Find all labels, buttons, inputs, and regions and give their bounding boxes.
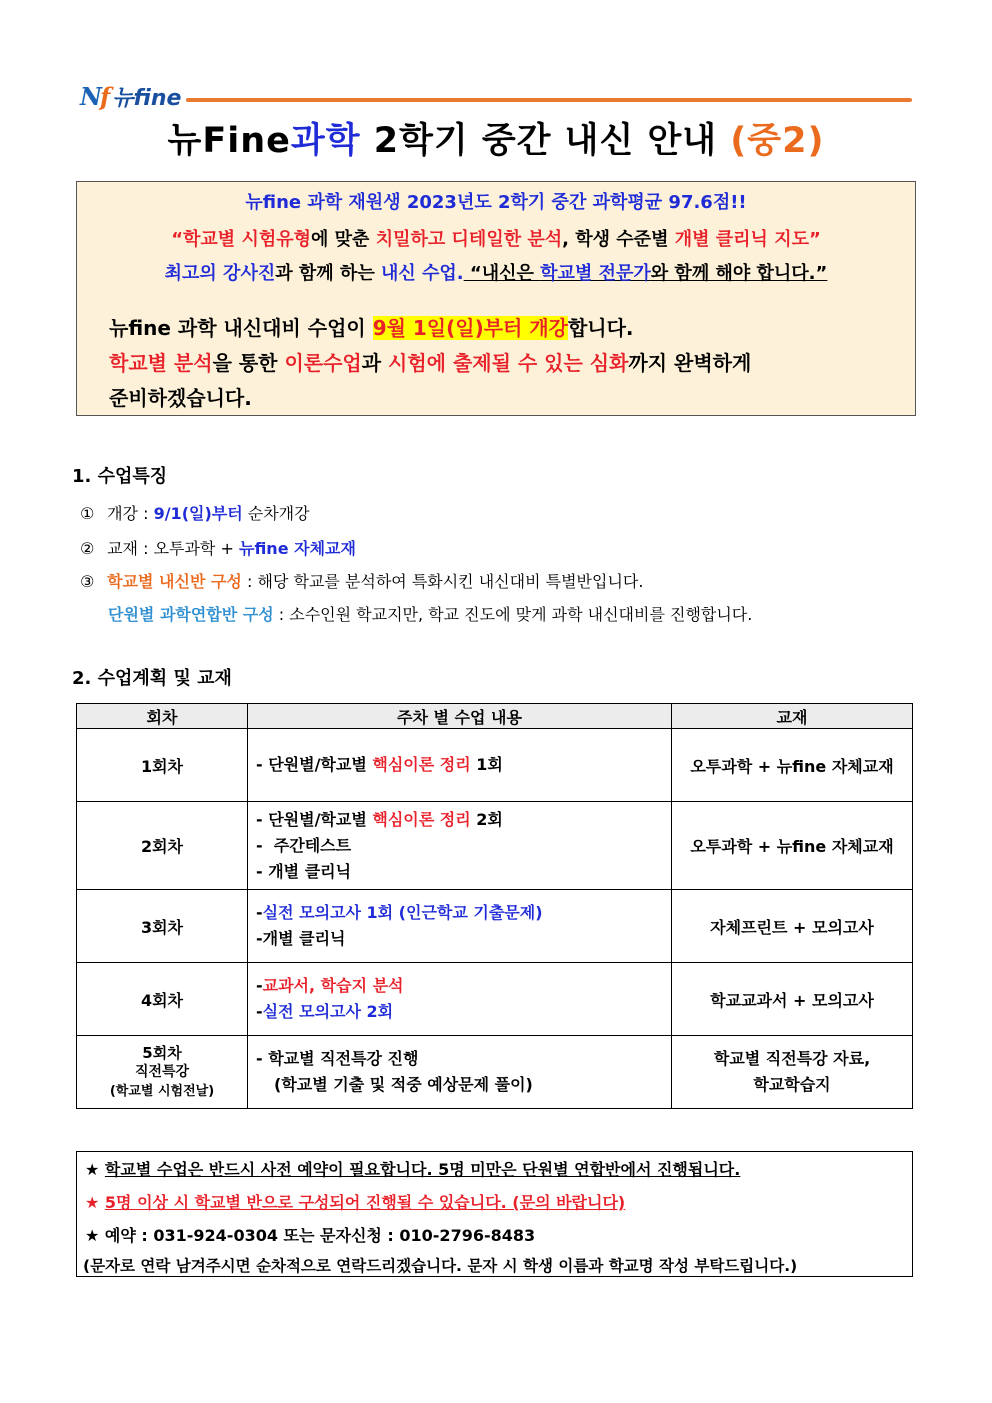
- session-cell: 2회차: [77, 802, 248, 890]
- notice-line-1: ★ 학교별 수업은 반드시 사전 예약이 필요합니다. 5명 미만은 단원별 연합반에서 진행됩니다.: [85, 1160, 741, 1179]
- star-icon: ★: [85, 1160, 100, 1179]
- session-cell: 1회차: [77, 729, 248, 802]
- intro-line-3: 최고의 강사진과 함께 하는 내신 수업. “내신은 학교별 전문가와 함께 해야 합니다.”: [164, 263, 828, 284]
- logo-mark: Nf: [80, 81, 109, 111]
- table-row: [77, 963, 913, 1036]
- intro-box: [76, 181, 916, 416]
- material-cell: 오투과학 + 뉴fine 자체교재: [672, 802, 913, 890]
- title-science: 과학: [290, 121, 361, 161]
- page-title: [0, 113, 992, 163]
- notice-line-2: ★ 5명 이상 시 학교별 반으로 구성되어 진행될 수 있습니다. (문의 바랍니다): [85, 1193, 626, 1212]
- title-main: 2학기 중간 내신 안내: [360, 121, 731, 161]
- material-cell: 학교별 직전특강 자료, 학교학습지: [672, 1036, 913, 1109]
- brand-logo: [80, 80, 181, 112]
- table-row: [77, 1036, 913, 1109]
- feature-item-2: ② 교재 : 오투과학 + 뉴fine 자체교재: [80, 539, 356, 558]
- feature-item-1: ① 개강 : 9/1(일)부터 순차개강: [80, 504, 310, 523]
- header-divider: [186, 98, 912, 102]
- plan-title: 2. 수업계획 및 교재: [72, 668, 232, 689]
- table-row: [77, 729, 913, 802]
- intro-line-2: “학교별 시험유형에 맞춘 치밀하고 디테일한 분석, 학생 수준별 개별 클리닉 지도”: [171, 229, 821, 250]
- header-content: 주차 별 수업 내용: [248, 704, 672, 729]
- title-grade: (중2): [730, 121, 825, 161]
- logo-brand-text: 뉴fine: [112, 85, 182, 111]
- header-session: 회차: [77, 704, 248, 729]
- feature-item-4: 단원별 과학연합반 구성 : 소수인원 학교지만, 학교 진도에 맞게 과학 내신대비를 진행합니다.: [108, 605, 753, 624]
- intro-open-announcement: 뉴fine 과학 내신대비 수업이 9월 1일(일)부터 개강합니다.: [109, 316, 634, 340]
- class-plan-table: [76, 703, 913, 1109]
- intro-headline: 뉴fine 과학 재원생 2023년도 2학기 중간 과학평균 97.6점!!: [245, 192, 747, 213]
- content-cell: - 단원별/학교별 핵심이론 정리 2회 - 주간테스트 - 개별 클리닉: [248, 802, 672, 890]
- material-cell: 자체프린트 + 모의고사: [672, 890, 913, 963]
- title-brand: 뉴Fine: [167, 121, 291, 161]
- material-cell: 학교교과서 + 모의고사: [672, 963, 913, 1036]
- session-cell: 4회차: [77, 963, 248, 1036]
- content-cell: -실전 모의고사 1회 (인근학교 기출문제) -개별 클리닉: [248, 890, 672, 963]
- intro-closing: 준비하겠습니다.: [109, 386, 252, 410]
- features-title: 1. 수업특징: [72, 466, 168, 487]
- notice-line-4: (문자로 연락 남겨주시면 순차적으로 연락드리겠습니다. 문자 시 학생 이름과 학교명 작성 부탁드립니다.): [83, 1257, 798, 1275]
- session-cell: 3회차: [77, 890, 248, 963]
- star-icon: ★: [85, 1226, 100, 1245]
- notice-line-3: ★ 예약 : 031-924-0304 또는 문자신청 : 010-2796-8483: [85, 1226, 536, 1245]
- table-row: [77, 802, 913, 890]
- table-row: [77, 890, 913, 963]
- material-cell: 오투과학 + 뉴fine 자체교재: [672, 729, 913, 802]
- feature-item-3: ③ 학교별 내신반 구성 : 해당 학교를 분석하여 특화시킨 내신대비 특별반입니다.: [80, 572, 644, 591]
- content-cell: - 단원별/학교별 핵심이론 정리 1회: [248, 729, 672, 802]
- notice-box: [76, 1151, 913, 1277]
- star-icon: ★: [85, 1193, 100, 1212]
- intro-description: 학교별 분석을 통한 이론수업과 시험에 출제될 수 있는 심화까지 완벽하게: [109, 351, 752, 375]
- header-material: 교재: [672, 704, 913, 729]
- content-cell: -교과서, 학습지 분석 -실전 모의고사 2회: [248, 963, 672, 1036]
- content-cell: - 학교별 직전특강 진행 (학교별 기출 및 적중 예상문제 풀이): [248, 1036, 672, 1109]
- session-cell: 5회차 직전특강 (학교별 시험전날): [77, 1036, 248, 1109]
- table-header-row: [77, 704, 913, 729]
